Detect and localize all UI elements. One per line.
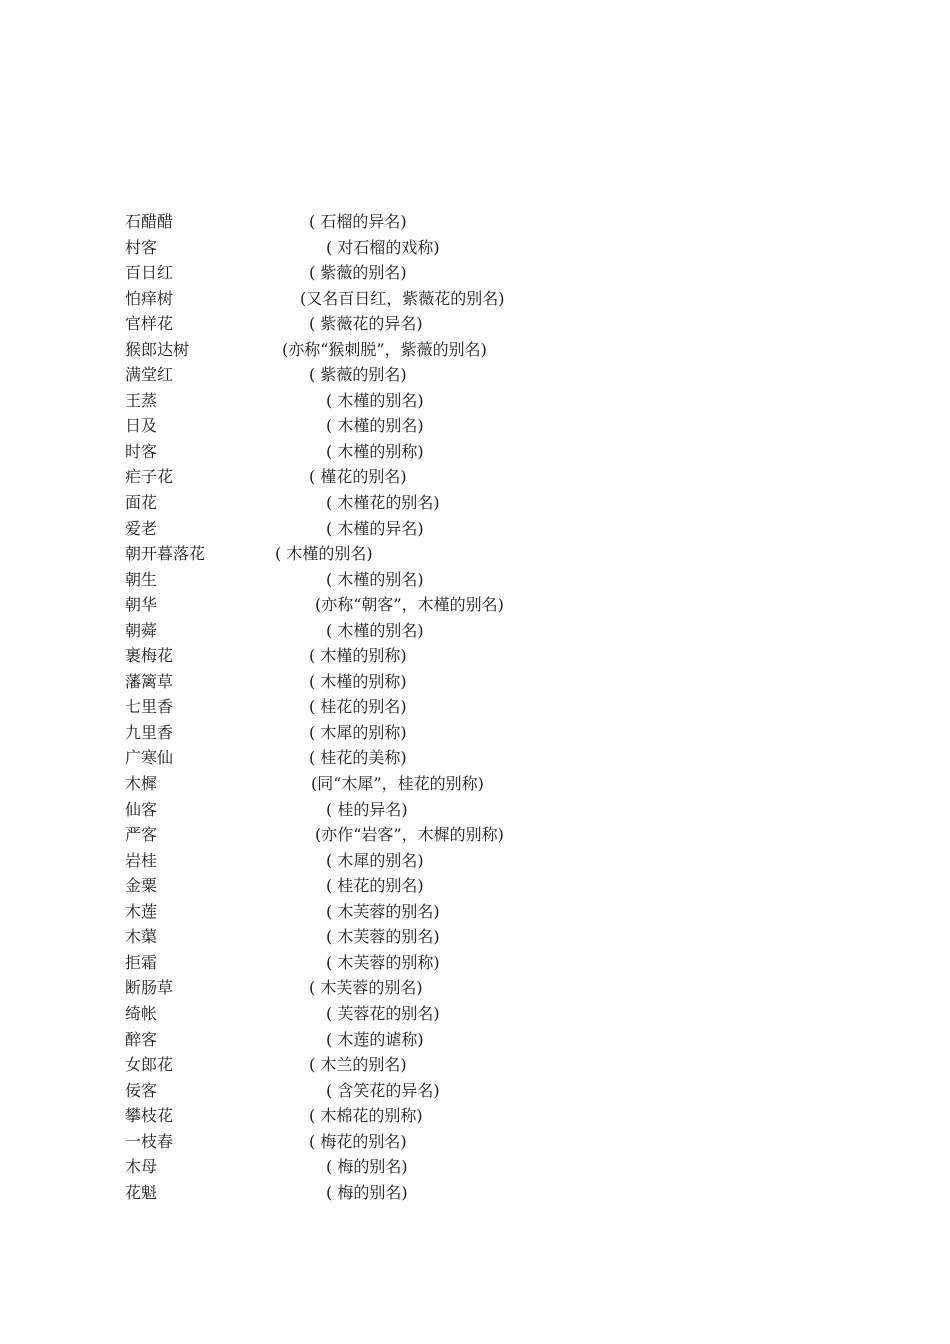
alias-name: 藩篱草: [125, 671, 174, 691]
list-item: [125, 975, 885, 1001]
alias-note: ( 木槿的异名): [326, 518, 424, 538]
alias-note: ( 紫薇花的异名): [309, 314, 423, 334]
alias-name: 绮帐: [125, 1003, 158, 1023]
alias-note: ( 木芙蓉的别名): [326, 901, 440, 921]
list-item: [125, 260, 885, 286]
alias-name: 猴郎达树: [125, 339, 190, 359]
list-item: [125, 899, 885, 925]
alias-name: 木樨: [125, 774, 158, 794]
alias-note: ( 木犀的别称): [309, 722, 407, 742]
alias-name: 木母: [125, 1157, 158, 1177]
alias-note: ( 紫薇的别名): [309, 263, 407, 283]
alias-name: 怕痒树: [125, 288, 174, 308]
list-item: [125, 1180, 885, 1206]
list-item: [125, 567, 885, 593]
alias-note: (亦称“朝客”，木槿的别名): [315, 595, 504, 615]
alias-note: ( 木槿的别称): [309, 671, 407, 691]
alias-note: ( 木槿的别名): [326, 620, 424, 640]
alias-name: 断肠草: [125, 978, 174, 998]
alias-name: 佞客: [125, 1080, 158, 1100]
alias-name: 女郎花: [125, 1055, 174, 1075]
alias-note: ( 木芙蓉的别名): [309, 978, 423, 998]
alias-note: ( 木芙蓉的别名): [326, 927, 440, 947]
alias-name: 朝开暮落花: [125, 544, 206, 564]
alias-note: (亦称“猴刺脱”，紫薇的别名): [282, 339, 487, 359]
list-item: [125, 643, 885, 669]
alias-name: 石醋醋: [125, 212, 174, 231]
alias-name: 爱老: [125, 518, 158, 538]
alias-name: 朝华: [125, 595, 158, 615]
list-item: [125, 1078, 885, 1104]
alias-note: ( 芙蓉花的别名): [326, 1003, 440, 1023]
alias-name: 疟子花: [125, 467, 174, 487]
alias-name: 朝蕣: [125, 620, 158, 640]
list-item: [125, 413, 885, 439]
alias-note: ( 木槿的别名): [326, 569, 424, 589]
alias-name: 一枝春: [125, 1131, 174, 1151]
alias-name: 岩桂: [125, 850, 158, 870]
list-item: [125, 592, 885, 618]
alias-name: 木莲: [125, 901, 158, 921]
alias-name: 官样花: [125, 314, 174, 334]
list-item: [125, 439, 885, 465]
list-item: [125, 822, 885, 848]
list-item: [125, 618, 885, 644]
list-item: [125, 337, 885, 363]
alias-note: ( 木莲的谑称): [326, 1029, 424, 1049]
alias-note: ( 梅的别名): [326, 1182, 408, 1202]
alias-note: (亦作“岩客”，木樨的别称): [315, 825, 504, 845]
list-item: [125, 771, 885, 797]
list-item: [125, 464, 885, 490]
list-item: [125, 950, 885, 976]
list-item: [125, 541, 885, 567]
alias-note: ( 木槿的别名): [326, 416, 424, 436]
alias-name: 百日红: [125, 263, 174, 283]
list-item: [125, 873, 885, 899]
list-item: [125, 209, 885, 235]
alias-note: (同“木犀”，桂花的别称): [311, 774, 484, 794]
alias-note: ( 木槿的别称): [309, 646, 407, 666]
list-item: [125, 797, 885, 823]
list-item: [125, 362, 885, 388]
alias-note: (又名百日红，紫薇花的别名): [300, 288, 505, 308]
alias-note: ( 木棉花的别称): [309, 1106, 423, 1126]
alias-name: 攀枝花: [125, 1106, 174, 1126]
alias-name: 金粟: [125, 876, 158, 896]
alias-note: ( 紫薇的别名): [309, 365, 407, 385]
alias-name: 广寒仙: [125, 748, 174, 768]
alias-note: ( 含笑花的异名): [326, 1080, 440, 1100]
list-item: [125, 516, 885, 542]
alias-name: 九里香: [125, 722, 174, 742]
alias-name: 朝生: [125, 569, 158, 589]
list-item: [125, 1103, 885, 1129]
list-item: [125, 490, 885, 516]
list-item: [125, 1027, 885, 1053]
list-item: [125, 1052, 885, 1078]
list-item: [125, 286, 885, 312]
alias-note: ( 梅花的别名): [309, 1131, 407, 1151]
alias-note: ( 桂的异名): [326, 799, 408, 819]
alias-name: 仙客: [125, 799, 158, 819]
alias-note: ( 木槿的别名): [275, 544, 373, 564]
alias-note: ( 木兰的别名): [309, 1055, 407, 1075]
alias-name: 严客: [125, 825, 158, 845]
alias-name: 时客: [125, 441, 158, 461]
alias-name: 木蕖: [125, 927, 158, 947]
list-item: [125, 694, 885, 720]
flower-alias-list: [125, 209, 885, 1205]
list-item: [125, 388, 885, 414]
alias-name: 王蒸: [125, 390, 158, 410]
alias-name: 拒霜: [125, 952, 158, 972]
alias-note: ( 木芙蓉的别称): [326, 952, 440, 972]
alias-name: 七里香: [125, 697, 174, 717]
alias-note: ( 石榴的异名): [309, 212, 407, 231]
list-item: [125, 1154, 885, 1180]
alias-name: 日及: [125, 416, 158, 436]
alias-note: ( 木犀的别名): [326, 850, 424, 870]
alias-note: ( 对石榴的戏称): [326, 237, 440, 257]
alias-note: ( 桂花的别名): [326, 876, 424, 896]
list-item: [125, 1001, 885, 1027]
alias-name: 醉客: [125, 1029, 158, 1049]
list-item: [125, 720, 885, 746]
alias-name: 满堂红: [125, 365, 174, 385]
alias-name: 村客: [125, 237, 158, 257]
list-item: [125, 745, 885, 771]
alias-note: ( 木槿的别称): [326, 441, 424, 461]
alias-note: ( 桂花的美称): [309, 748, 407, 768]
list-item: [125, 235, 885, 261]
alias-note: ( 桂花的别名): [309, 697, 407, 717]
alias-note: ( 木槿的别名): [326, 390, 424, 410]
alias-note: ( 木槿花的别名): [326, 493, 440, 513]
list-item: [125, 669, 885, 695]
alias-note: ( 梅的别名): [326, 1157, 408, 1177]
list-item: [125, 311, 885, 337]
alias-name: 面花: [125, 493, 158, 513]
alias-note: ( 槿花的别名): [309, 467, 407, 487]
list-item: [125, 1129, 885, 1155]
list-item: [125, 924, 885, 950]
alias-name: 花魁: [125, 1182, 158, 1202]
list-item: [125, 848, 885, 874]
alias-name: 裹梅花: [125, 646, 174, 666]
